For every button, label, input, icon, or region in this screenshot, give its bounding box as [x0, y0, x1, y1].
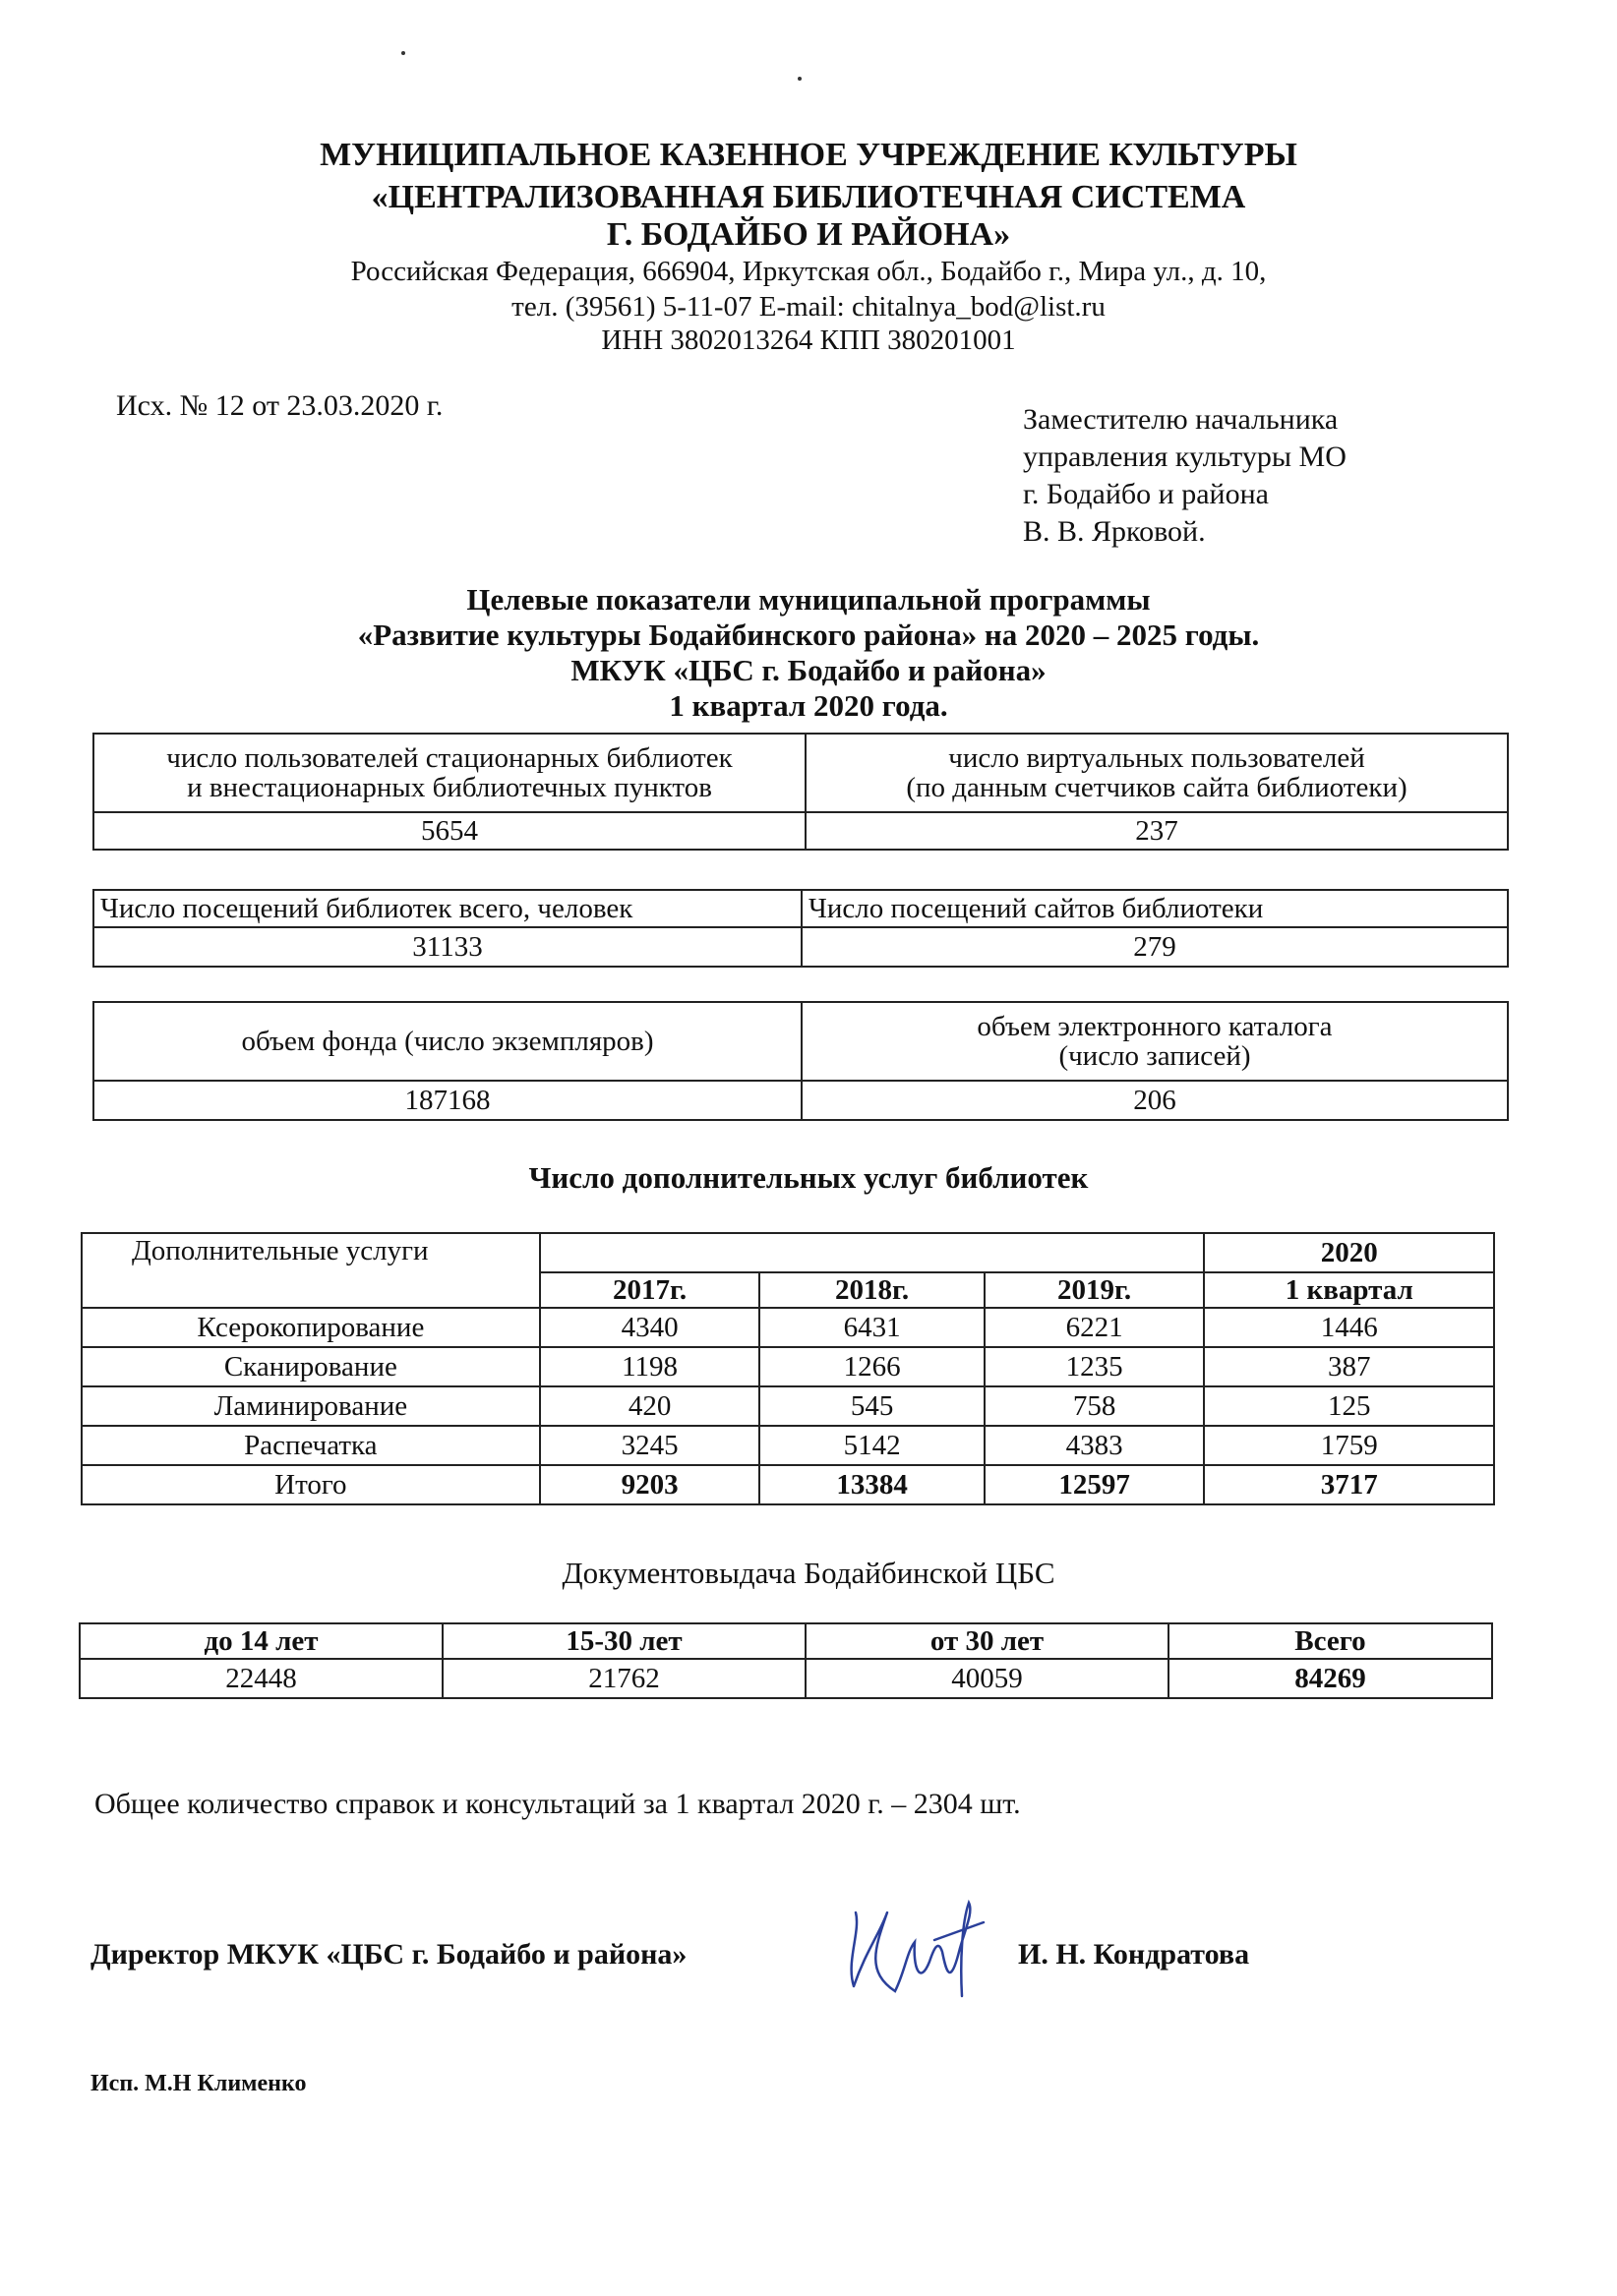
services-title: Число дополнительных услуг библиотек: [528, 1160, 1089, 1195]
org-address: Российская Федерация, 666904, Иркутская обл., Бодайбо г., Мира ул., д. 10,: [350, 256, 1267, 287]
service-value: 420: [540, 1386, 760, 1426]
services-head-blank: [540, 1233, 1205, 1272]
table-row: [82, 1347, 1494, 1386]
visits-value2: 279: [802, 927, 1508, 967]
scan-speck: [798, 77, 802, 81]
service-total-value: 9203: [540, 1465, 760, 1504]
service-value: 6431: [759, 1308, 984, 1347]
report-title-line2: «Развитие культуры Бодайбинского района» на 2020 – 2025 годы.: [357, 618, 1260, 652]
fund-col2-header: [802, 1002, 1508, 1081]
users-col2-header-line1: число виртуальных пользователей: [948, 742, 1365, 774]
report-title-line1: Целевые показатели муниципальной программы: [466, 582, 1151, 617]
service-value: 1266: [759, 1347, 984, 1386]
service-value: 545: [759, 1386, 984, 1426]
service-name: Ламинирование: [82, 1386, 540, 1426]
users-col1-header-line1: число пользователей стационарных библиотек: [166, 742, 733, 774]
service-value: 4383: [985, 1426, 1205, 1465]
service-value: 125: [1204, 1386, 1494, 1426]
service-value: 1446: [1204, 1308, 1494, 1347]
addressee-line1: Заместителю начальника: [1023, 403, 1339, 436]
report-title-line4: 1 квартал 2020 года.: [669, 688, 948, 723]
service-value: 1198: [540, 1347, 760, 1386]
issue-value-under14: 22448: [80, 1659, 443, 1698]
services-head-year: 2020: [1204, 1233, 1494, 1272]
outgoing-number: Исх. № 12 от 23.03.2020 г.: [116, 389, 444, 422]
service-name: Распечатка: [82, 1426, 540, 1465]
addressee-line4: В. В. Ярковой.: [1023, 515, 1206, 548]
org-name-line2: «ЦЕНТРАЛИЗОВАННАЯ БИБЛИОТЕЧНАЯ СИСТЕМА: [371, 179, 1246, 215]
service-value: 387: [1204, 1347, 1494, 1386]
service-value: 1235: [985, 1347, 1205, 1386]
issue-col-under14: до 14 лет: [80, 1623, 443, 1659]
addressee-line3: г. Бодайбо и района: [1023, 478, 1269, 510]
issue-value-total: 84269: [1168, 1659, 1492, 1698]
users-col2-header: [806, 734, 1508, 812]
services-col-2017: 2017г.: [540, 1272, 760, 1308]
scan-speck: [401, 51, 405, 55]
report-title-line3: МКУК «ЦБС г. Бодайбо и района»: [570, 653, 1047, 687]
org-inn: ИНН 3802013264 КПП 380201001: [601, 324, 1016, 356]
service-value: 6221: [985, 1308, 1205, 1347]
service-value: 4340: [540, 1308, 760, 1347]
signatory-position: Директор МКУК «ЦБС г. Бодайбо и района»: [90, 1938, 688, 1971]
users-col1-header-line2: и внестационарных библиотечных пунктов: [187, 772, 712, 803]
service-value: 5142: [759, 1426, 984, 1465]
service-name: Сканирование: [82, 1347, 540, 1386]
visits-col1-header: Число посещений библиотек всего, человек: [93, 890, 802, 927]
issue-value-15-30: 21762: [443, 1659, 806, 1698]
service-name-total: Итого: [82, 1465, 540, 1504]
services-table: [81, 1232, 1495, 1505]
service-value: 3245: [540, 1426, 760, 1465]
table-row: [82, 1308, 1494, 1347]
issue-col-total: Всего: [1168, 1623, 1492, 1659]
users-col1-header: [93, 734, 806, 812]
table-row-total: [82, 1465, 1494, 1504]
visits-col2-header: Число посещений сайтов библиотеки: [802, 890, 1508, 927]
org-contacts: тел. (39561) 5-11-07 E-mail: chitalnya_bod@list.ru: [511, 291, 1106, 323]
users-value2: 237: [806, 812, 1508, 850]
total-references: Общее количество справок и консультаций за 1 квартал 2020 г. – 2304 шт.: [94, 1788, 1021, 1820]
users-col2-header-line2: (по данным счетчиков сайта библиотеки): [906, 772, 1407, 803]
service-total-value: 12597: [985, 1465, 1205, 1504]
fund-col2-header-line2: (число записей): [1058, 1040, 1251, 1072]
addressee-line2: управления культуры МО: [1023, 441, 1347, 473]
org-name-line3: Г. БОДАЙБО И РАЙОНА»: [606, 216, 1011, 253]
fund-table: [92, 1001, 1509, 1121]
signatory-name: И. Н. Кондратова: [1018, 1938, 1250, 1971]
services-col-2018: 2018г.: [759, 1272, 984, 1308]
issue-table: [79, 1622, 1493, 1699]
handwritten-signature: [836, 1893, 993, 2011]
services-col-q1: 1 квартал: [1204, 1272, 1494, 1308]
fund-col2-header-line1: объем электронного каталога: [977, 1011, 1333, 1042]
users-value1: 5654: [93, 812, 806, 850]
service-total-value: 13384: [759, 1465, 984, 1504]
fund-col1-header: объем фонда (число экземпляров): [93, 1002, 802, 1081]
visits-value1: 31133: [93, 927, 802, 967]
fund-value2: 206: [802, 1081, 1508, 1120]
users-table: [92, 733, 1509, 851]
service-name: Ксерокопирование: [82, 1308, 540, 1347]
service-value: 758: [985, 1386, 1205, 1426]
visits-table: [92, 889, 1509, 968]
issue-value-over30: 40059: [806, 1659, 1168, 1698]
services-col-2019: 2019г.: [985, 1272, 1205, 1308]
issue-title: Документовыдача Бодайбинской ЦБС: [562, 1556, 1055, 1590]
table-row: [82, 1426, 1494, 1465]
issue-col-over30: от 30 лет: [806, 1623, 1168, 1659]
service-value: 1759: [1204, 1426, 1494, 1465]
service-total-value: 3717: [1204, 1465, 1494, 1504]
services-head-label: Дополнительные услуги: [82, 1233, 540, 1308]
report-title: [0, 582, 1617, 724]
org-name-line1: МУНИЦИПАЛЬНОЕ КАЗЕННОЕ УЧРЕЖДЕНИЕ КУЛЬТУРЫ: [320, 137, 1297, 173]
executor: Исп. М.Н Клименко: [90, 2071, 307, 2096]
addressee-block: [1023, 401, 1347, 551]
fund-value1: 187168: [93, 1081, 802, 1120]
issue-col-15-30: 15-30 лет: [443, 1623, 806, 1659]
table-row: [82, 1386, 1494, 1426]
